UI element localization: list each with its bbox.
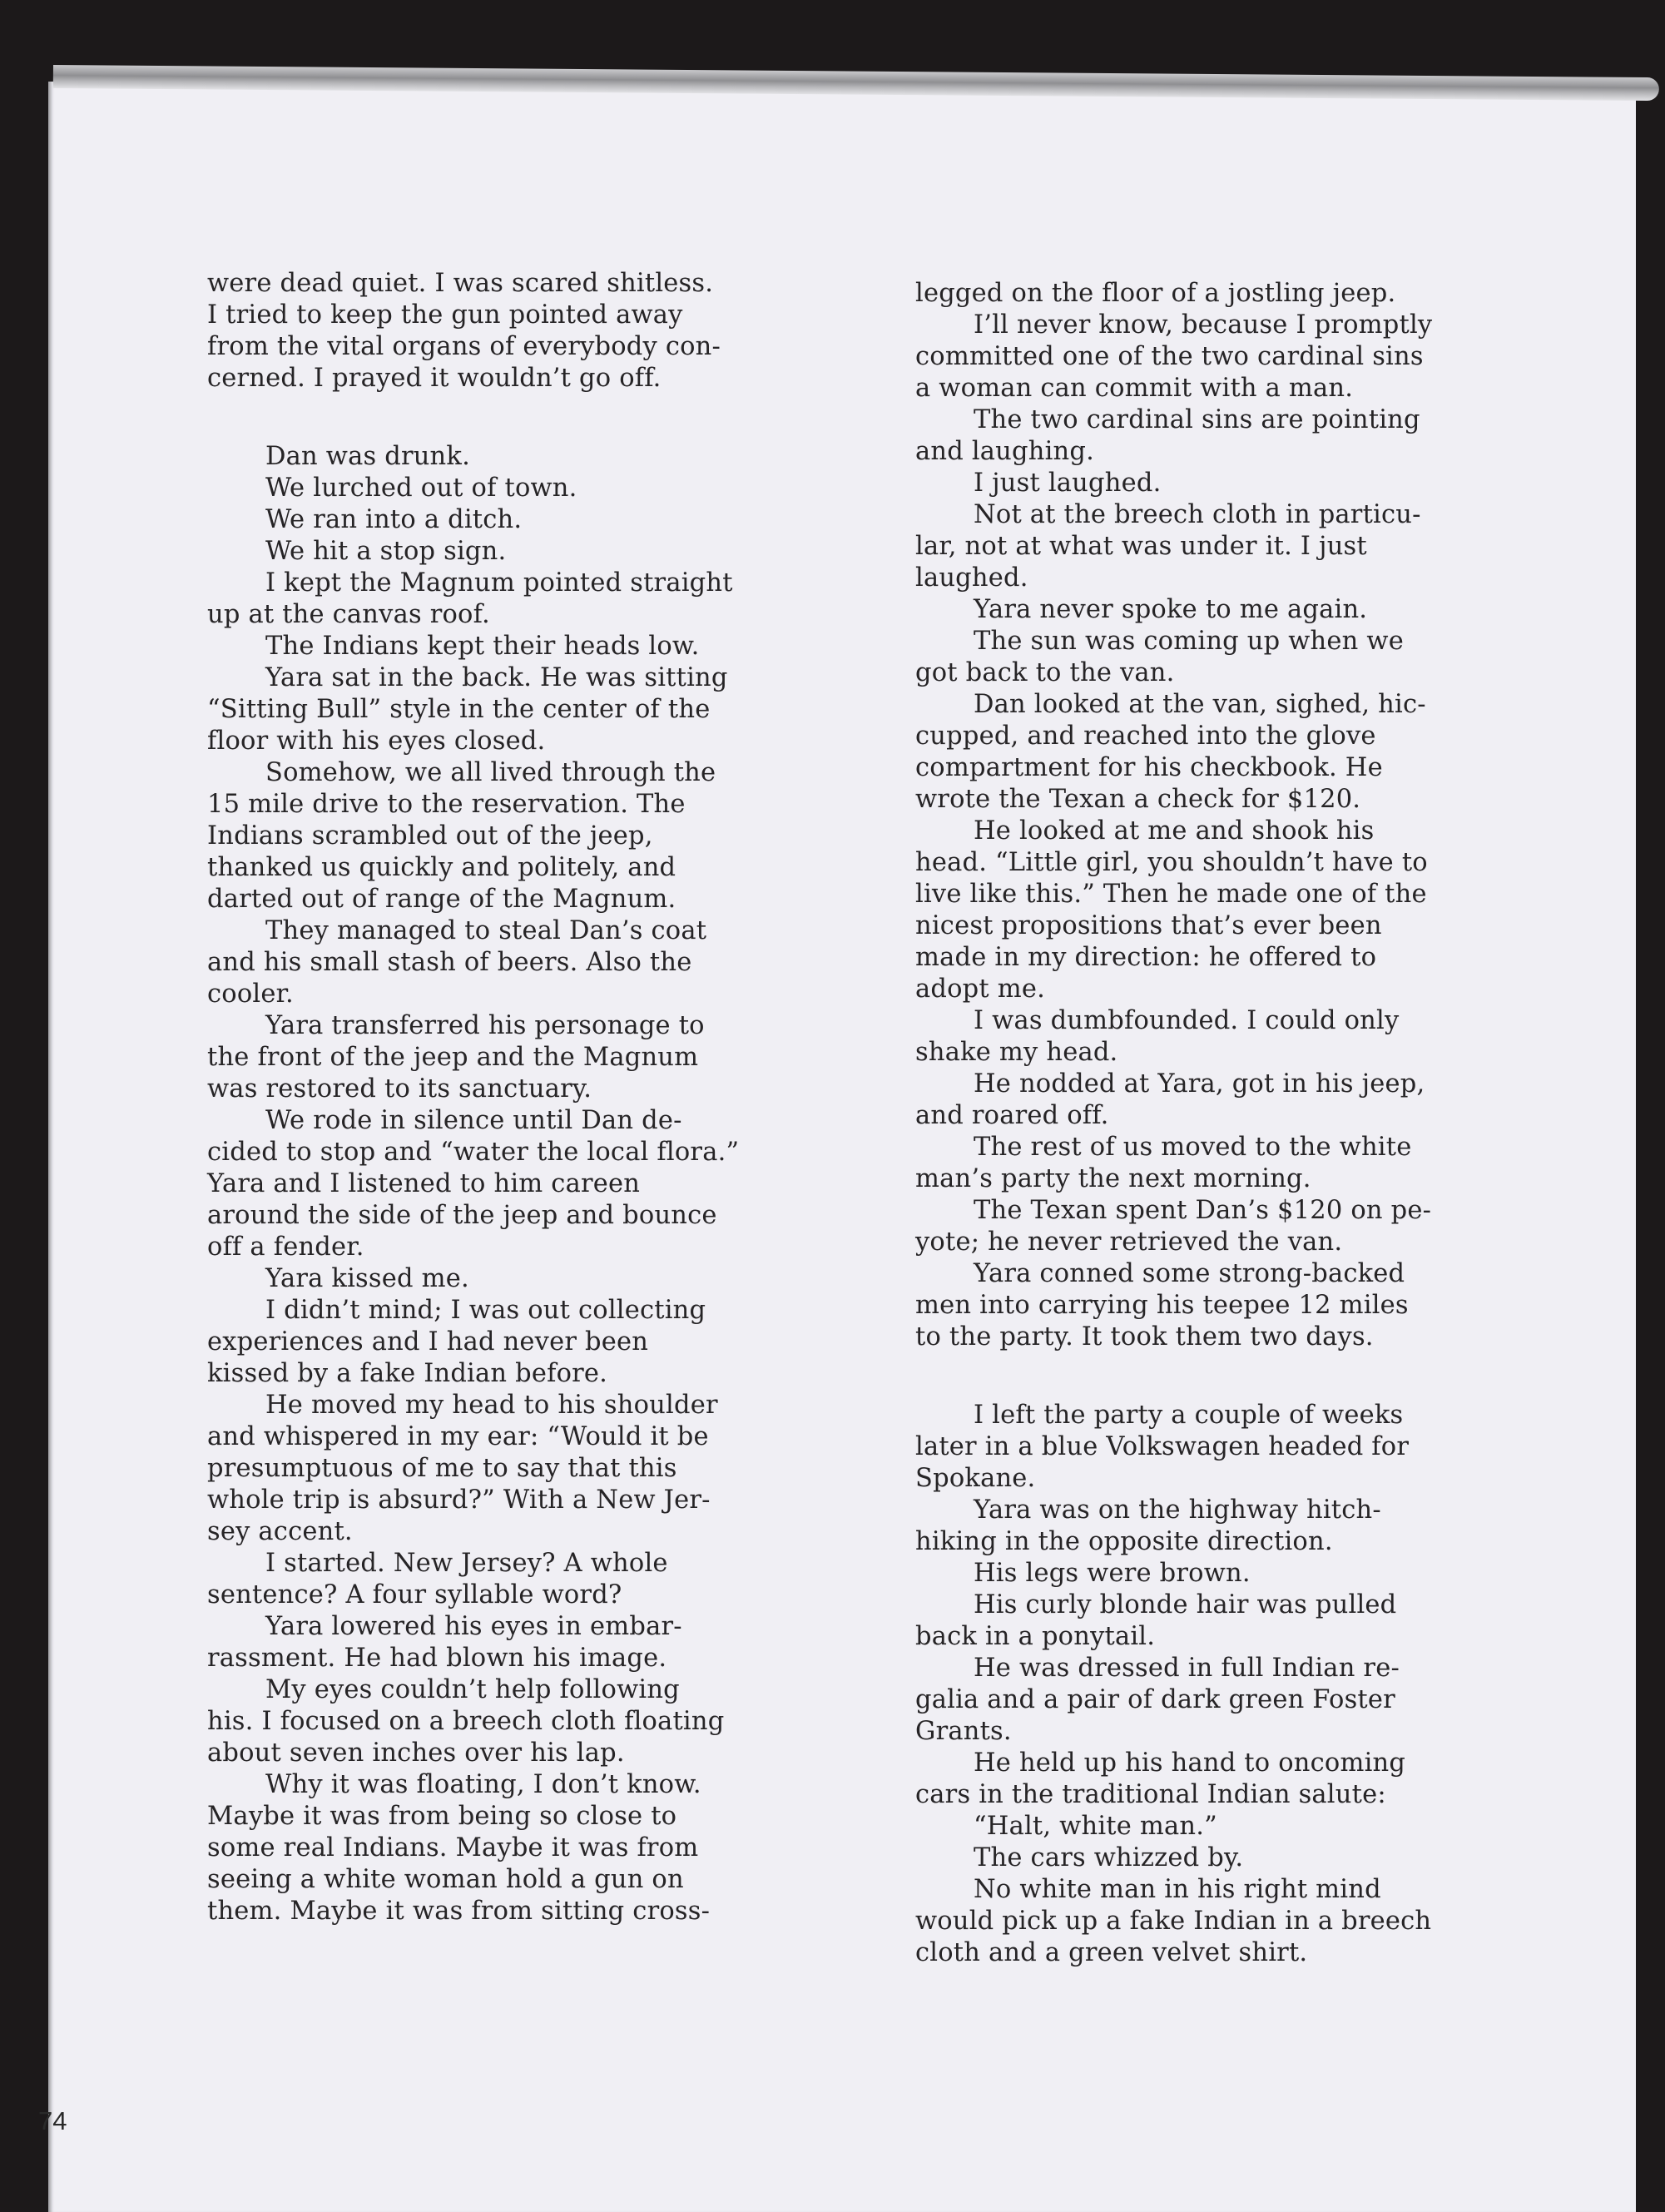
text-line: shake my head. (915, 1038, 1118, 1067)
text-line: cided to stop and “water the local flora.” (207, 1138, 740, 1167)
text-line: whole trip is absurd?” With a New Jer- (207, 1485, 711, 1515)
text-line: I just laughed. (974, 469, 1162, 498)
text-line: Somehow, we all lived through the (265, 758, 716, 787)
text-line: about seven inches over his lap. (207, 1738, 625, 1768)
text-line: Dan was drunk. (265, 442, 470, 471)
text-line: compartment for his checkbook. He (915, 753, 1383, 782)
text-line: galia and a pair of dark green Foster (915, 1685, 1395, 1714)
text-line: some real Indians. Maybe it was from (207, 1833, 699, 1862)
text-line: to the party. It took them two days. (915, 1322, 1374, 1352)
text-line: Yara sat in the back. He was sitting (265, 663, 728, 692)
text-line: The cars whizzed by. (974, 1843, 1244, 1872)
text-line: “Sitting Bull” style in the center of the (207, 695, 711, 724)
text-line: The two cardinal sins are pointing (974, 405, 1420, 434)
text-line: cerned. I prayed it wouldn’t go off. (207, 364, 662, 393)
text-line: lar, not at what was under it. I just (915, 532, 1367, 561)
text-line: Why it was floating, I don’t know. (265, 1770, 701, 1799)
text-line: live like this.” Then he made one of the (915, 880, 1427, 909)
text-line: I left the party a couple of weeks (974, 1401, 1404, 1430)
text-line: Grants. (915, 1717, 1012, 1746)
text-line: I tried to keep the gun pointed away (207, 300, 683, 330)
text-line: I didn’t mind; I was out collecting (265, 1296, 706, 1325)
text-line: made in my direction: he offered to (915, 943, 1377, 972)
text-line: off a fender. (207, 1232, 364, 1262)
text-line: We rode in silence until Dan de- (265, 1106, 682, 1135)
text-line: hiking in the opposite direction. (915, 1527, 1333, 1556)
text-line: Yara kissed me. (265, 1264, 469, 1293)
text-line: head. “Little girl, you shouldn’t have to (915, 848, 1428, 877)
text-line: rassment. He had blown his image. (207, 1644, 667, 1673)
text-line: were dead quiet. I was scared shitless. (207, 269, 714, 298)
text-line: a woman can commit with a man. (915, 374, 1354, 403)
text-line: The rest of us moved to the white (974, 1133, 1412, 1162)
text-line: floor with his eyes closed. (207, 727, 546, 756)
text-line: Yara conned some strong-backed (974, 1259, 1405, 1288)
text-column-right (915, 278, 1432, 1969)
text-line: from the vital organs of everybody con- (207, 332, 721, 361)
text-line: laughed. (915, 563, 1028, 593)
text-line: I started. New Jersey? A whole (265, 1549, 668, 1578)
text-line: yote; he never retrieved the van. (915, 1228, 1343, 1257)
text-line: presumptuous of me to say that this (207, 1454, 677, 1483)
text-line: experiences and I had never been (207, 1327, 649, 1356)
text-line: legged on the floor of a jostling jeep. (915, 279, 1396, 308)
text-line: He moved my head to his shoulder (265, 1391, 718, 1420)
text-line: the front of the jeep and the Magnum (207, 1043, 699, 1072)
text-line: He was dressed in full Indian re- (974, 1654, 1400, 1683)
text-line: 15 mile drive to the reservation. The (207, 790, 686, 819)
text-line: Yara never spoke to me again. (974, 595, 1368, 624)
text-line: The Texan spent Dan’s $120 on pe- (974, 1196, 1432, 1225)
text-line: We hit a stop sign. (265, 537, 507, 566)
text-line: adopt me. (915, 975, 1046, 1004)
text-line: My eyes couldn’t help following (265, 1675, 680, 1704)
text-line: He nodded at Yara, got in his jeep, (974, 1069, 1425, 1099)
text-line: Indians scrambled out of the jeep, (207, 821, 653, 851)
text-line: his. I focused on a breech cloth floating (207, 1707, 725, 1736)
text-line: up at the canvas roof. (207, 600, 490, 629)
text-line: I kept the Magnum pointed straight (265, 568, 733, 598)
text-line: We lurched out of town. (265, 474, 577, 503)
text-line: The Indians kept their heads low. (265, 632, 700, 661)
text-line: His curly blonde hair was pulled (974, 1590, 1397, 1619)
text-line: No white man in his right mind (974, 1875, 1381, 1904)
text-line: nicest propositions that’s ever been (915, 911, 1382, 940)
text-line: and whispered in my ear: “Would it be (207, 1422, 709, 1451)
text-line: We ran into a ditch. (265, 505, 523, 534)
text-line: was restored to its sanctuary. (207, 1074, 592, 1104)
text-line: Not at the breech cloth in particu- (974, 500, 1421, 529)
text-line: and his small stash of beers. Also the (207, 948, 692, 977)
text-line: and laughing. (915, 437, 1095, 466)
text-line: They managed to steal Dan’s coat (265, 916, 707, 945)
text-line: cooler. (207, 980, 294, 1009)
page-number: 74 (38, 2106, 67, 2135)
text-line: later in a blue Volkswagen headed for (915, 1432, 1410, 1461)
text-line: cloth and a green velvet shirt. (915, 1938, 1308, 1967)
text-line: thanked us quickly and politely, and (207, 853, 676, 882)
text-line: them. Maybe it was from sitting cross- (207, 1897, 711, 1926)
text-line: sey accent. (207, 1517, 353, 1546)
text-line: Yara transferred his personage to (265, 1011, 705, 1040)
text-line: cupped, and reached into the glove (915, 722, 1376, 751)
text-line: seeing a white woman hold a gun on (207, 1865, 684, 1894)
text-line: around the side of the jeep and bounce (207, 1201, 717, 1230)
text-line: kissed by a fake Indian before. (207, 1359, 608, 1388)
text-line: Maybe it was from being so close to (207, 1802, 677, 1831)
text-line: would pick up a fake Indian in a breech (915, 1907, 1432, 1936)
text-line: men into carrying his teepee 12 miles (915, 1291, 1409, 1320)
text-line: Yara and I listened to him careen (207, 1169, 641, 1198)
paragraph-gap (207, 394, 739, 441)
text-line: wrote the Texan a check for $120. (915, 785, 1361, 814)
text-line: got back to the van. (915, 658, 1175, 687)
text-line: and roared off. (915, 1101, 1109, 1130)
text-line: His legs were brown. (974, 1559, 1251, 1588)
text-line: I was dumbfounded. I could only (974, 1006, 1400, 1035)
text-line: I’ll never know, because I promptly (974, 310, 1433, 340)
text-line: Yara lowered his eyes in embar- (265, 1612, 682, 1641)
text-line: Spokane. (915, 1464, 1036, 1493)
text-line: man’s party the next morning. (915, 1164, 1311, 1193)
text-line: The sun was coming up when we (974, 627, 1404, 656)
text-line: He held up his hand to oncoming (974, 1748, 1406, 1778)
paragraph-gap (915, 1353, 1432, 1400)
text-line: Dan looked at the van, sighed, hic- (974, 690, 1426, 719)
text-line: cars in the traditional Indian salute: (915, 1780, 1386, 1809)
text-column-left (207, 268, 739, 1927)
text-line: committed one of the two cardinal sins (915, 342, 1424, 371)
text-line: He looked at me and shook his (974, 816, 1375, 846)
text-line: sentence? A four syllable word? (207, 1580, 622, 1609)
text-line: darted out of range of the Magnum. (207, 885, 676, 914)
text-line: “Halt, white man.” (974, 1812, 1217, 1841)
text-line: Yara was on the highway hitch- (974, 1495, 1381, 1525)
text-line: back in a ponytail. (915, 1622, 1156, 1651)
